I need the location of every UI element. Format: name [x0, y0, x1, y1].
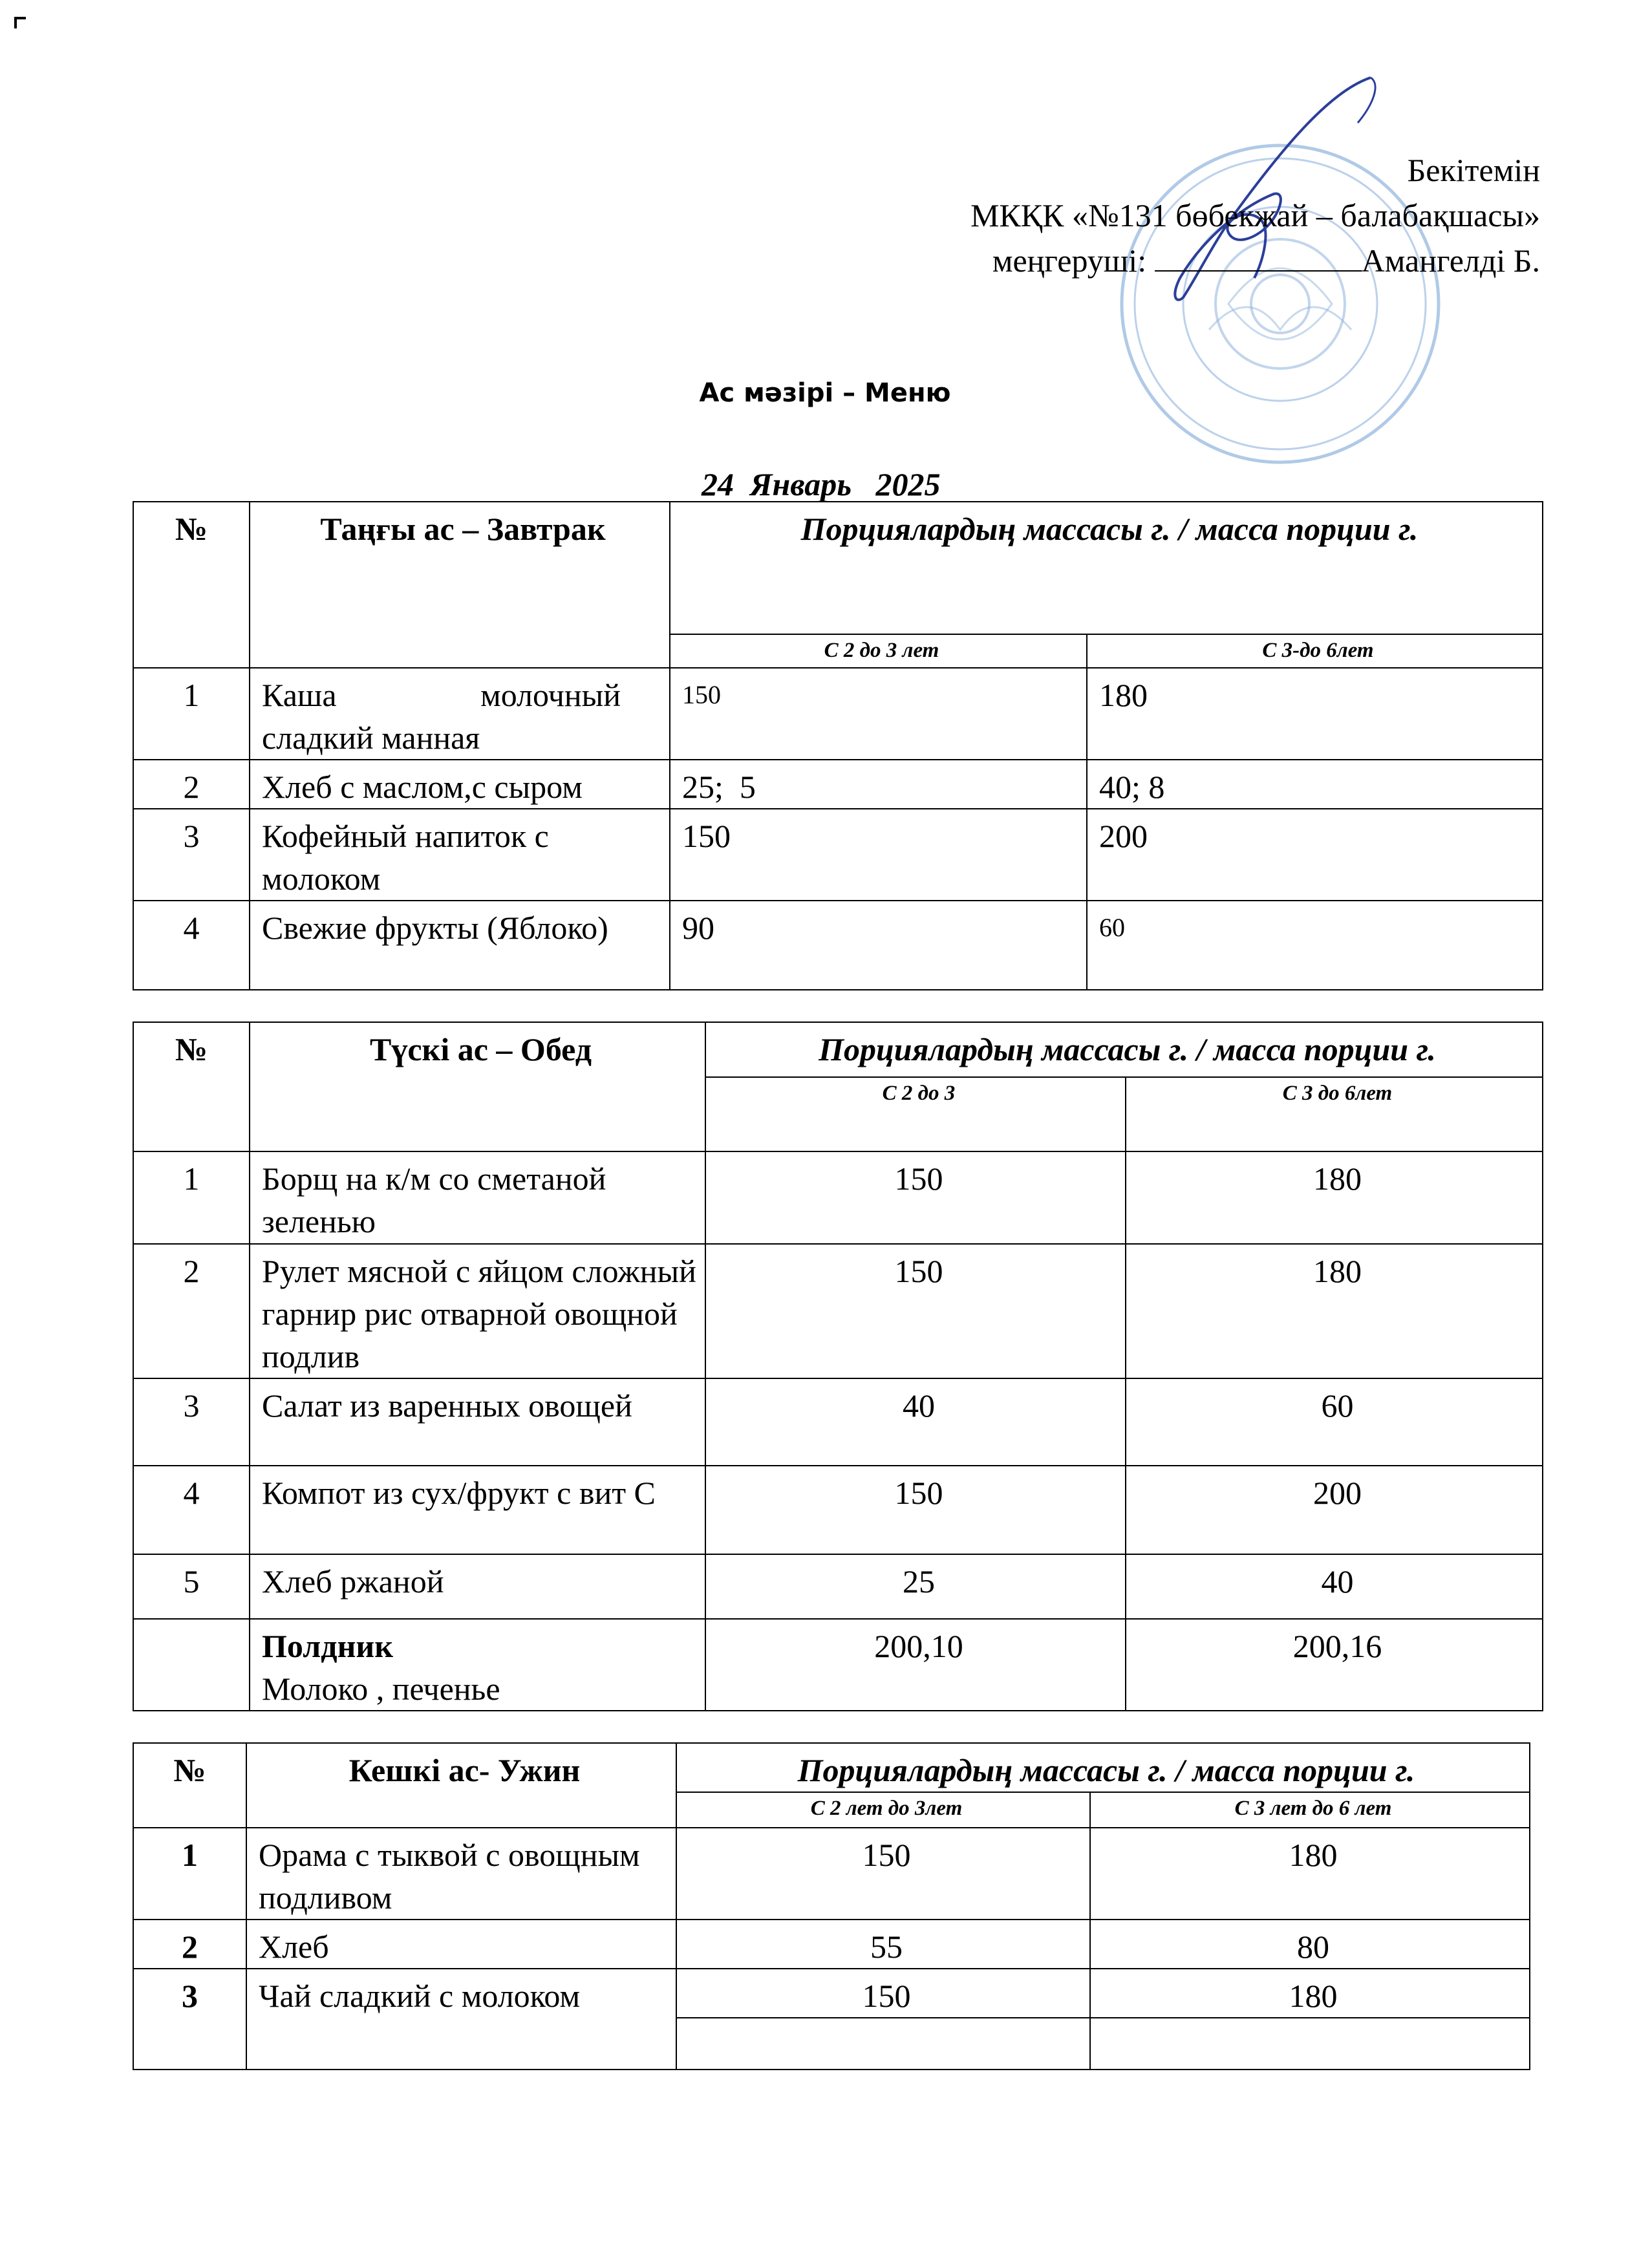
mass-a: 150 [705, 1466, 1126, 1554]
signature-line [1155, 244, 1362, 272]
dish-name: Чай сладкий с молоком [246, 1969, 676, 2070]
approval-head-line [970, 238, 1540, 283]
snack-mass-b: 200,16 [1126, 1619, 1543, 1711]
row-number: 2 [133, 760, 250, 809]
approval-head-name: Амангелді Б. [1361, 242, 1540, 279]
dish-name: Салат из варенных овощей [250, 1378, 705, 1466]
dinner-mass-header: Порциялардың массасы г. / масса порции г. [676, 1743, 1530, 1792]
dish-line-1-text: Каша молочный [262, 677, 621, 713]
empty-cell [676, 2018, 1090, 2070]
mass-a: 150 [705, 1151, 1126, 1244]
breakfast-num-header: № [133, 502, 250, 668]
lunch-col-b: С 3 до 6лет [1126, 1077, 1543, 1151]
table-row [133, 1828, 1530, 1920]
dinner-col-a: С 2 лет до 3лет [676, 1792, 1090, 1828]
row-number: 1 [133, 668, 250, 760]
breakfast-table [133, 501, 1543, 990]
snack-row [133, 1619, 1543, 1711]
table-row [133, 901, 1543, 990]
lunch-col-a: С 2 до 3 [705, 1077, 1126, 1151]
table-row [133, 809, 1543, 901]
mass-a: 55 [676, 1920, 1090, 1969]
row-number: 2 [133, 1920, 246, 1969]
dish-name: Компот из сух/фрукт с вит С [250, 1466, 705, 1554]
mass-a: 150 [676, 1828, 1090, 1920]
row-number: 1 [133, 1151, 250, 1244]
dish-line-2: сладкий манная [262, 720, 480, 756]
corner-mark [14, 17, 26, 28]
snack-mass-a: 200,10 [705, 1619, 1126, 1711]
document-date: 24 Январь 2025 [702, 466, 941, 502]
snack-dish: Молоко , печенье [262, 1671, 500, 1707]
dish-name: Хлеб с маслом,с сыром [250, 760, 670, 809]
dish-name: Хлеб ржаной [250, 1554, 705, 1619]
table-row [133, 1466, 1543, 1554]
mass-b: 60 [1126, 1378, 1543, 1466]
mass-b: 180 [1087, 668, 1543, 760]
snack-cell [250, 1619, 705, 1711]
dish-name: Свежие фрукты (Яблоко) [250, 901, 670, 990]
mass-b: 180 [1126, 1244, 1543, 1378]
mass-b: 180 [1090, 1828, 1530, 1920]
breakfast-meal-header: Таңғы ас – Завтрак [250, 502, 670, 668]
approval-organization: МКҚК «№131 бөбекжай – балабақшасы» [970, 197, 1540, 233]
dish-name: Хлеб [246, 1920, 676, 1969]
mass-b: 200 [1087, 809, 1543, 901]
table-row [133, 1554, 1543, 1619]
dinner-table [133, 1742, 1530, 2070]
mass-a: 150 [670, 668, 1087, 760]
dinner-col-b: С 3 лет до 6 лет [1090, 1792, 1530, 1828]
lunch-table [133, 1022, 1543, 1711]
mass-a: 25 [705, 1554, 1126, 1619]
snack-number [133, 1619, 250, 1711]
dish-name: Борщ на к/м со сметаной зеленью [250, 1151, 705, 1244]
snack-title: Полдник [262, 1628, 394, 1664]
row-number: 4 [133, 901, 250, 990]
dish-name: Кофейный напиток с молоком [250, 809, 670, 901]
dinner-meal-header: Кешкі ас- Ужин [246, 1743, 676, 1828]
mass-b: 180 [1090, 1969, 1530, 2018]
mass-b: 180 [1126, 1151, 1543, 1244]
breakfast-mass-header: Порциялардың массасы г. / масса порции г. [670, 502, 1543, 634]
mass-b: 80 [1090, 1920, 1530, 1969]
table-row [133, 760, 1543, 809]
mass-a: 40 [705, 1378, 1126, 1466]
dish-name: Орама с тыквой с овощным подливом [246, 1828, 676, 1920]
approval-word: Бекітемін [1407, 152, 1540, 188]
lunch-mass-header: Порциялардың массасы г. / масса порции г. [705, 1022, 1543, 1077]
breakfast-col-b: С 3-до 6лет [1087, 634, 1543, 668]
row-number: 4 [133, 1466, 250, 1554]
row-number: 3 [133, 1969, 246, 2070]
table-row [133, 1378, 1543, 1466]
row-number: 5 [133, 1554, 250, 1619]
approval-block [970, 147, 1540, 283]
mass-a: 150 [705, 1244, 1126, 1378]
mass-b: 60 [1087, 901, 1543, 990]
dish-name [250, 668, 670, 760]
table-row [133, 1151, 1543, 1244]
dinner-num-header: № [133, 1743, 246, 1828]
empty-cell [1090, 2018, 1530, 2070]
document-title: Ас мәзірі – Меню [699, 378, 951, 408]
dish-line-1 [262, 674, 664, 716]
mass-b: 200 [1126, 1466, 1543, 1554]
mass-a: 150 [676, 1969, 1090, 2018]
table-row [133, 668, 1543, 760]
mass-a: 90 [670, 901, 1087, 990]
table-row [133, 1920, 1530, 1969]
row-number: 3 [133, 809, 250, 901]
row-number: 1 [133, 1828, 246, 1920]
dish-name: Рулет мясной с яйцом сложный гарнир рис отварной овощной подлив [250, 1244, 705, 1378]
lunch-num-header: № [133, 1022, 250, 1151]
mass-b: 40 [1126, 1554, 1543, 1619]
mass-b: 40; 8 [1087, 760, 1543, 809]
breakfast-col-a: С 2 до 3 лет [670, 634, 1087, 668]
lunch-meal-header: Түскі ас – Обед [250, 1022, 705, 1151]
row-number: 2 [133, 1244, 250, 1378]
table-row [133, 1244, 1543, 1378]
mass-a: 25; 5 [670, 760, 1087, 809]
approval-head-label: меңгеруші: [992, 242, 1147, 279]
mass-a: 150 [670, 809, 1087, 901]
row-number: 3 [133, 1378, 250, 1466]
table-row [133, 1969, 1530, 2018]
